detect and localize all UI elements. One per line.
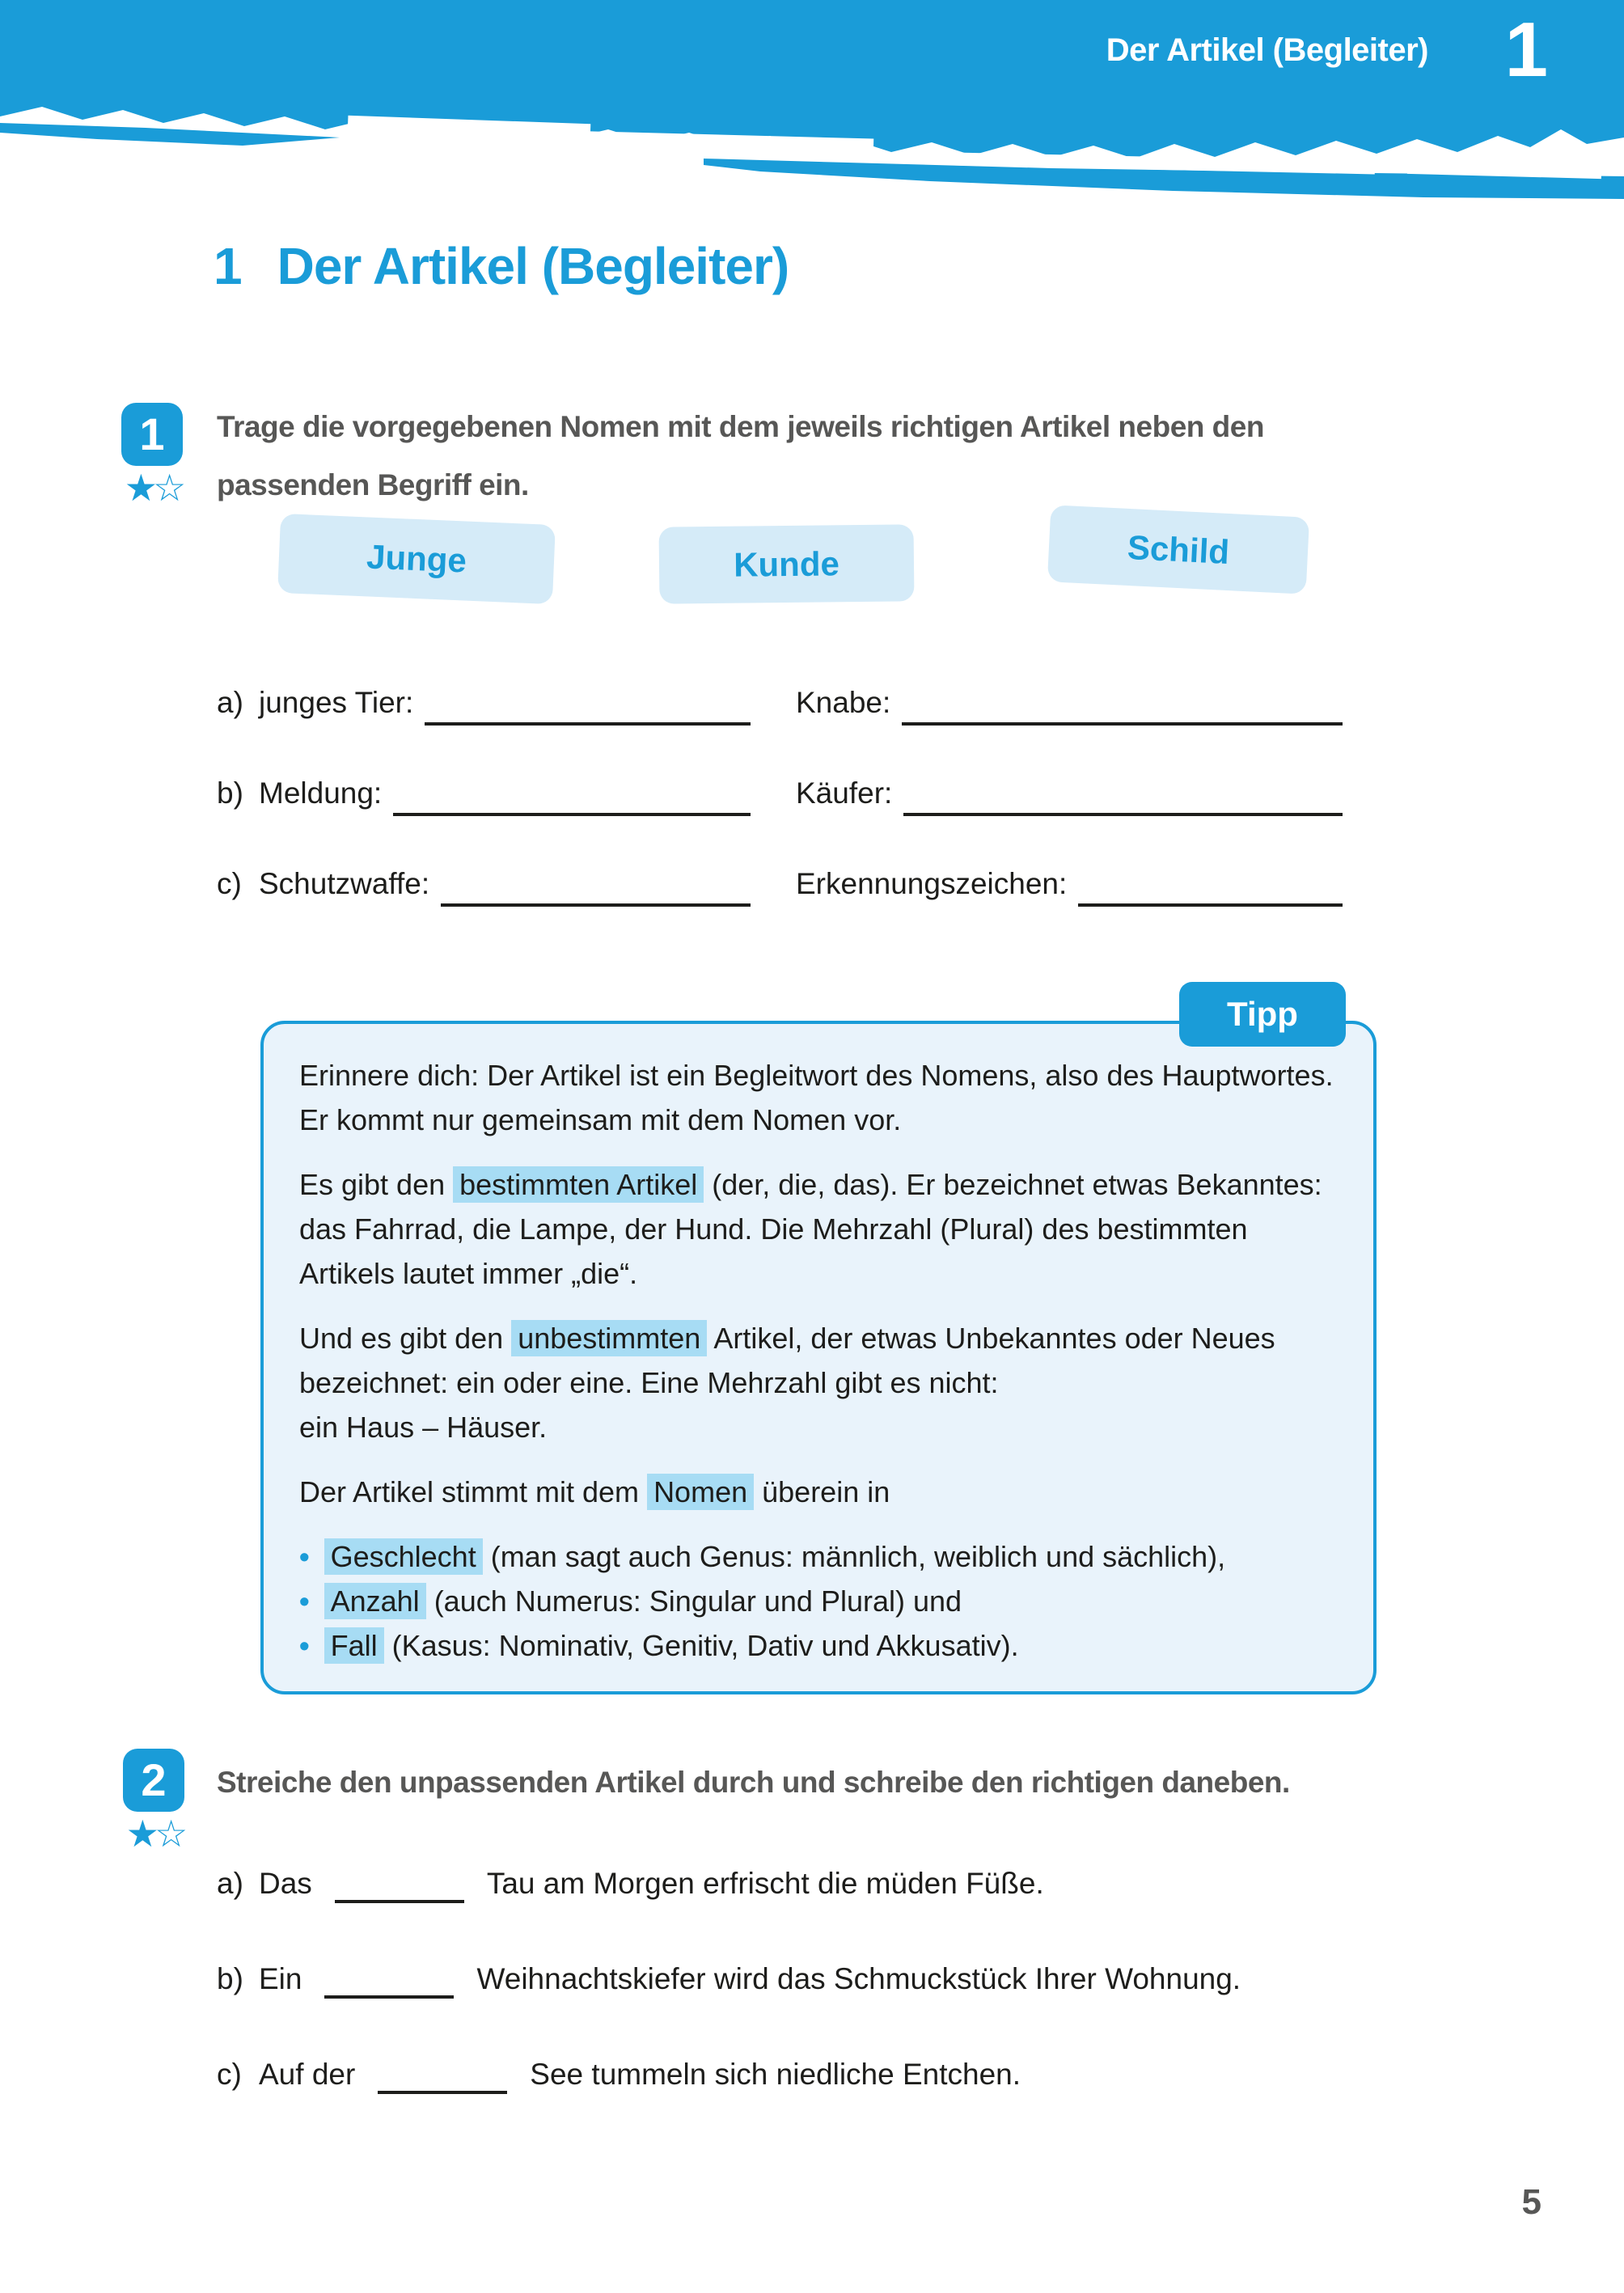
highlighted-term: unbestimmten [511, 1320, 707, 1356]
item-label: Meldung: [259, 776, 383, 810]
star-outline-icon: ☆ [153, 467, 182, 509]
page-title [214, 236, 789, 296]
tip-bullet-item [299, 1623, 1338, 1668]
tip-text: (der, die, das). Er bezeichnet etwas Bekanntes: das Fahrrad, die Lampe, der Hund. Die Mehrzahl (Plural) des bestimmten Artikels lautet immer „die“. [299, 1168, 1322, 1290]
sentence-after-blank: Tau am Morgen erfrischt die müden Füße. [486, 1867, 1044, 1900]
exercise1-items [217, 683, 1343, 955]
star-filled-icon: ★ [124, 467, 153, 509]
header-brush-band [0, 0, 1624, 202]
item-letter: b) [217, 1962, 243, 1995]
highlighted-term: Geschlecht [324, 1538, 483, 1575]
exercise1-row-b [217, 774, 1343, 821]
answer-blank[interactable] [393, 774, 751, 816]
page-title-text: Der Artikel (Begleiter) [277, 237, 789, 295]
item-letter: c) [217, 2058, 242, 2091]
tip-paragraph-1 [299, 1053, 1338, 1142]
tip-bullet-item [299, 1534, 1338, 1579]
sentence-after-blank: Weihnachtskiefer wird das Schmuckstück Ihrer Wohnung. [476, 1962, 1241, 1995]
tip-bullet-list [299, 1534, 1338, 1668]
item-label: junges Tier: [259, 686, 414, 719]
exercise1-instruction: Trage die vorgegebenen Nomen mit dem jeweils richtigen Artikel neben den passenden Begriff ein. [217, 410, 1264, 501]
header-chapter-number: 1 [1504, 6, 1548, 93]
word-chip-junge[interactable] [277, 514, 556, 604]
tip-tab-label: Tipp [1227, 995, 1298, 1033]
answer-blank[interactable] [441, 865, 751, 907]
answer-blank[interactable] [324, 1960, 454, 1999]
item-cell [217, 865, 751, 912]
item-cell [796, 683, 1343, 730]
page-number: 5 [1521, 2182, 1542, 2222]
word-chip-label: Kunde [733, 544, 840, 584]
exercise1-difficulty-stars [121, 467, 184, 508]
highlighted-term: bestimmten Artikel [453, 1166, 704, 1203]
word-chip-label: Schild [1126, 527, 1231, 571]
tip-text: (auch Numerus: Singular und Plural) und [425, 1584, 962, 1618]
tip-text: ein Haus – Häuser. [299, 1411, 548, 1444]
tip-paragraph-3 [299, 1316, 1338, 1449]
tip-text: Es gibt den [299, 1168, 454, 1201]
tip-box [260, 995, 1377, 1694]
highlighted-term: Fall [324, 1627, 384, 1664]
item-cell [796, 774, 1343, 821]
tip-paragraph-2 [299, 1162, 1338, 1296]
header-chapter-label: Der Artikel (Begleiter) [1106, 32, 1428, 68]
page-title-number: 1 [214, 237, 242, 295]
tip-text: (man sagt auch Genus: männlich, weiblich und sächlich), [482, 1540, 1226, 1573]
tip-text: überein in [754, 1475, 890, 1508]
sentence-after-blank: See tummeln sich niedliche Entchen. [530, 2058, 1021, 2091]
exercise1-number-badge: 1 [121, 403, 183, 466]
exercise1-row-c [217, 865, 1343, 912]
item-label: Käufer: [796, 776, 893, 810]
item-label: Erkennungszeichen: [796, 867, 1068, 900]
item-letter: a) [217, 686, 243, 719]
item-cell [217, 774, 751, 821]
bullet-dot-icon: • [299, 1540, 310, 1573]
word-chip-schild[interactable] [1047, 505, 1309, 594]
sentence-before-blank: Auf der [259, 2058, 356, 2091]
item-letter: a) [217, 1867, 243, 1900]
star-outline-icon: ☆ [154, 1813, 184, 1855]
exercise2-row-a [217, 1864, 1478, 1910]
tip-paragraph-4 [299, 1470, 1338, 1514]
answer-blank[interactable] [425, 683, 751, 726]
exercise2-row-b [217, 1960, 1478, 2005]
sentence-before-blank: Das [259, 1867, 312, 1900]
item-cell [217, 683, 751, 730]
item-label: Schutzwaffe: [259, 867, 430, 900]
item-label: Knabe: [796, 686, 891, 719]
answer-blank[interactable] [1078, 865, 1343, 907]
answer-blank[interactable] [902, 683, 1343, 726]
word-chip-kunde[interactable] [659, 524, 915, 603]
exercise2-marker [123, 1749, 186, 1854]
item-letter: c) [217, 867, 242, 900]
highlighted-term: Anzahl [324, 1583, 426, 1619]
item-cell [796, 865, 1343, 912]
tip-text: (Kasus: Nominativ, Genitiv, Dativ und Akkusativ). [383, 1629, 1019, 1662]
tip-bullet-item [299, 1579, 1338, 1623]
word-chip-label: Junge [366, 537, 467, 580]
sentence-before-blank: Ein [259, 1962, 302, 1995]
exercise2-difficulty-stars [123, 1813, 186, 1854]
exercise1-marker [121, 403, 184, 508]
tip-text: Erinnere dich: Der Artikel ist ein Begleitwort des Nomens, also des Hauptwortes. Er kommt nur gemeinsam mit dem Nomen vor. [299, 1059, 1334, 1136]
tip-text: Artikel, der etwas Unbekanntes oder Neues bezeichnet: ein oder eine. Eine Mehrzahl gibt es nicht: [299, 1322, 1275, 1399]
exercise2-row-c [217, 2055, 1478, 2101]
bullet-dot-icon: • [299, 1629, 310, 1662]
item-letter: b) [217, 776, 243, 810]
star-filled-icon: ★ [125, 1813, 154, 1855]
exercise2-number-badge: 2 [123, 1749, 184, 1812]
answer-blank[interactable] [903, 774, 1343, 816]
tip-tab [1179, 982, 1346, 1047]
exercise2-items [217, 1864, 1478, 2151]
answer-blank[interactable] [378, 2055, 507, 2094]
tip-text: Der Artikel stimmt mit dem [299, 1475, 648, 1508]
exercise2-instruction: Streiche den unpassenden Artikel durch und schreibe den richtigen daneben. [217, 1766, 1290, 1799]
bullet-dot-icon: • [299, 1584, 310, 1618]
answer-blank[interactable] [335, 1864, 464, 1903]
tip-text: Und es gibt den [299, 1322, 512, 1355]
highlighted-term: Nomen [647, 1474, 754, 1510]
exercise1-row-a [217, 683, 1343, 730]
